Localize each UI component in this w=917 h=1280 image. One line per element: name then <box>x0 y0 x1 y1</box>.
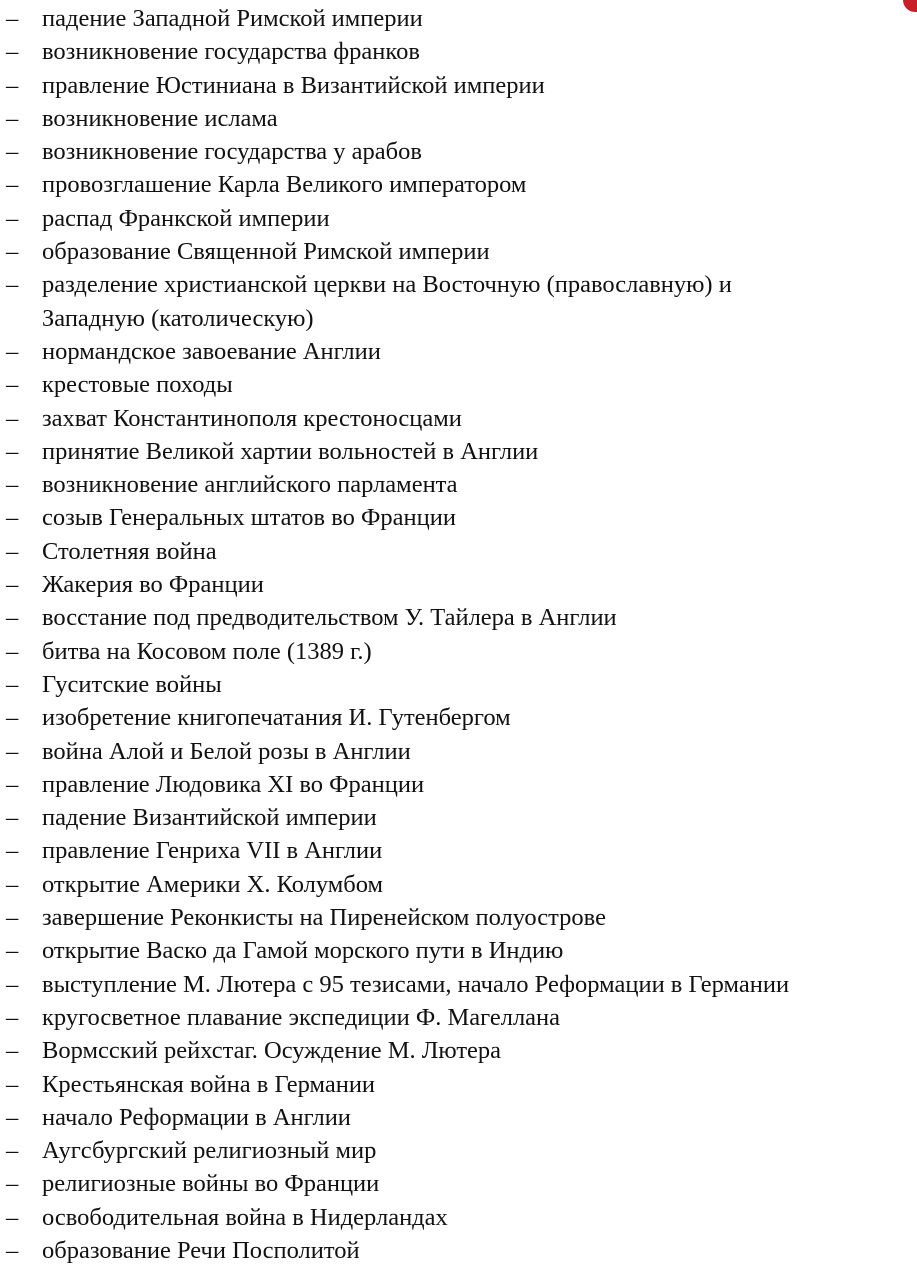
dash-bullet: – <box>6 571 19 599</box>
list-item-text: начало Реформации в Англии <box>42 1103 351 1131</box>
list-item-text: падение Западной Римской империи <box>42 5 423 32</box>
dash-bullet: – <box>6 471 19 499</box>
list-item-text: провозглашение Карла Великого императором <box>42 171 527 199</box>
list-item <box>0 235 910 268</box>
dash-bullet: – <box>6 1170 19 1198</box>
dash-bullet: – <box>6 1203 19 1231</box>
list-item <box>0 35 910 68</box>
list-item <box>0 468 910 501</box>
dash-bullet: – <box>6 904 19 932</box>
dash-bullet: – <box>6 1103 19 1131</box>
list-item-text: битва на Косовом поле (1389 г.) <box>42 637 372 665</box>
dash-bullet: – <box>6 1137 19 1165</box>
list-item <box>0 368 910 401</box>
list-item-text: освободительная война в Нидерландах <box>42 1203 448 1231</box>
dash-bullet: – <box>6 504 19 532</box>
list-item <box>0 934 910 967</box>
list-item <box>0 1167 910 1200</box>
list-item-text: распад Франкской империи <box>42 204 330 232</box>
list-item <box>0 1101 910 1134</box>
list-item <box>0 801 910 834</box>
list-item <box>0 202 910 235</box>
list-item-text: открытие Америки Х. Колумбом <box>42 870 384 898</box>
dash-bullet: – <box>6 337 19 365</box>
list-item-text: возникновение английского парламента <box>42 471 458 499</box>
list-item-text: открытие Васко да Гамой морского пути в Индию <box>42 937 564 965</box>
list-item <box>0 335 910 368</box>
list-item <box>0 402 910 435</box>
dash-bullet: – <box>6 837 19 865</box>
dash-bullet: – <box>6 1037 19 1065</box>
dash-bullet: – <box>6 1003 19 1031</box>
list-item <box>0 901 910 934</box>
dash-bullet: – <box>6 670 19 698</box>
dash-bullet: – <box>6 604 19 632</box>
dash-bullet: – <box>6 870 19 898</box>
list-item-text: кругосветное плавание экспедиции Ф. Магеллана <box>42 1003 561 1031</box>
dash-bullet: – <box>6 204 19 232</box>
list-item-text: восстание под предводительством У. Тайлера в Англии <box>42 604 617 632</box>
list-item-text: возникновение ислама <box>42 104 278 132</box>
list-item-text: правление Юстиниана в Византийской империи <box>42 71 545 99</box>
list-item-text: Вормсский рейхстаг. Осуждение М. Лютера <box>42 1037 502 1065</box>
dash-bullet: – <box>6 970 19 998</box>
list-item-text: Гуситские войны <box>42 670 222 698</box>
list-item-text: созыв Генеральных штатов во Франции <box>42 504 456 532</box>
list-item-text: образование Священной Римской империи <box>42 238 490 266</box>
dash-bullet: – <box>6 138 19 166</box>
list-item <box>0 435 910 468</box>
list-item <box>0 968 910 1001</box>
list-item <box>0 501 910 534</box>
list-item-text: правление Людовика XI во Франции <box>42 770 425 798</box>
list-item <box>0 768 910 801</box>
list-item <box>0 1234 910 1267</box>
list-item <box>0 1068 910 1101</box>
dash-bullet: – <box>6 1236 19 1264</box>
list-item-text: изобретение книгопечатания И. Гутенбергом <box>42 704 511 732</box>
list-item <box>0 1134 910 1167</box>
dash-bullet: – <box>6 171 19 199</box>
list-item-text: завершение Реконкисты на Пиренейском полуострове <box>42 904 606 932</box>
list-item <box>0 1001 910 1034</box>
dash-bullet: – <box>6 704 19 732</box>
list-item <box>0 568 910 601</box>
list-item-text: война Алой и Белой розы в Англии <box>42 737 411 765</box>
list-item <box>0 701 910 734</box>
list-item <box>0 834 910 867</box>
dash-bullet: – <box>6 371 19 399</box>
list-item <box>0 268 910 335</box>
list-item <box>0 1034 910 1067</box>
list-item <box>0 168 910 201</box>
list-item-text: Крестьянская война в Германии <box>42 1070 376 1098</box>
dash-bullet: – <box>6 238 19 266</box>
list-item-text: правление Генриха VII в Англии <box>42 837 383 865</box>
dash-bullet: – <box>6 637 19 665</box>
list-item-text: нормандское завоевание Англии <box>42 337 381 365</box>
list-item-text: религиозные войны во Франции <box>42 1170 380 1198</box>
list-item <box>0 1201 910 1234</box>
dash-bullet: – <box>6 804 19 832</box>
list-item <box>0 601 910 634</box>
dash-bullet: – <box>6 437 19 465</box>
list-item-text: захват Константинополя крестоносцами <box>42 404 462 432</box>
dash-bullet: – <box>6 5 19 32</box>
list-item-text: принятие Великой хартии вольностей в Англии <box>42 437 539 465</box>
dash-bullet: – <box>6 1070 19 1098</box>
dash-bullet: – <box>6 71 19 99</box>
dash-bullet: – <box>6 404 19 432</box>
dash-bullet: – <box>6 38 19 66</box>
list-item-text: падение Византийской империи <box>42 804 377 832</box>
list-item-text: крестовые походы <box>42 371 233 399</box>
list-item <box>0 735 910 768</box>
dash-bullet: – <box>6 537 19 565</box>
dash-bullet: – <box>6 271 19 299</box>
list-item-text: выступление М. Лютера с 95 тезисами, начало Реформации в Германии <box>42 970 790 998</box>
dash-bullet: – <box>6 937 19 965</box>
list-item <box>0 69 910 102</box>
list-item-text: Аугсбургский религиозный мир <box>42 1137 377 1165</box>
list-item <box>0 2 910 35</box>
list-item <box>0 668 910 701</box>
list-item-text: разделение христианской церкви на Восточную (православную) и Западную (католическую) <box>42 271 732 332</box>
dash-bullet: – <box>6 737 19 765</box>
list-item <box>0 868 910 901</box>
list-item-text: возникновение государства франков <box>42 38 420 66</box>
list-item <box>0 135 910 168</box>
list-item <box>0 102 910 135</box>
list-item-text: Жакерия во Франции <box>42 571 264 599</box>
list-item-text: возникновение государства у арабов <box>42 138 422 166</box>
dash-bullet: – <box>6 770 19 798</box>
list-item <box>0 535 910 568</box>
list-item-text: Столетняя война <box>42 537 217 565</box>
list-item <box>0 635 910 668</box>
dash-bullet: – <box>6 104 19 132</box>
list-item-text: образование Речи Посполитой <box>42 1236 360 1264</box>
